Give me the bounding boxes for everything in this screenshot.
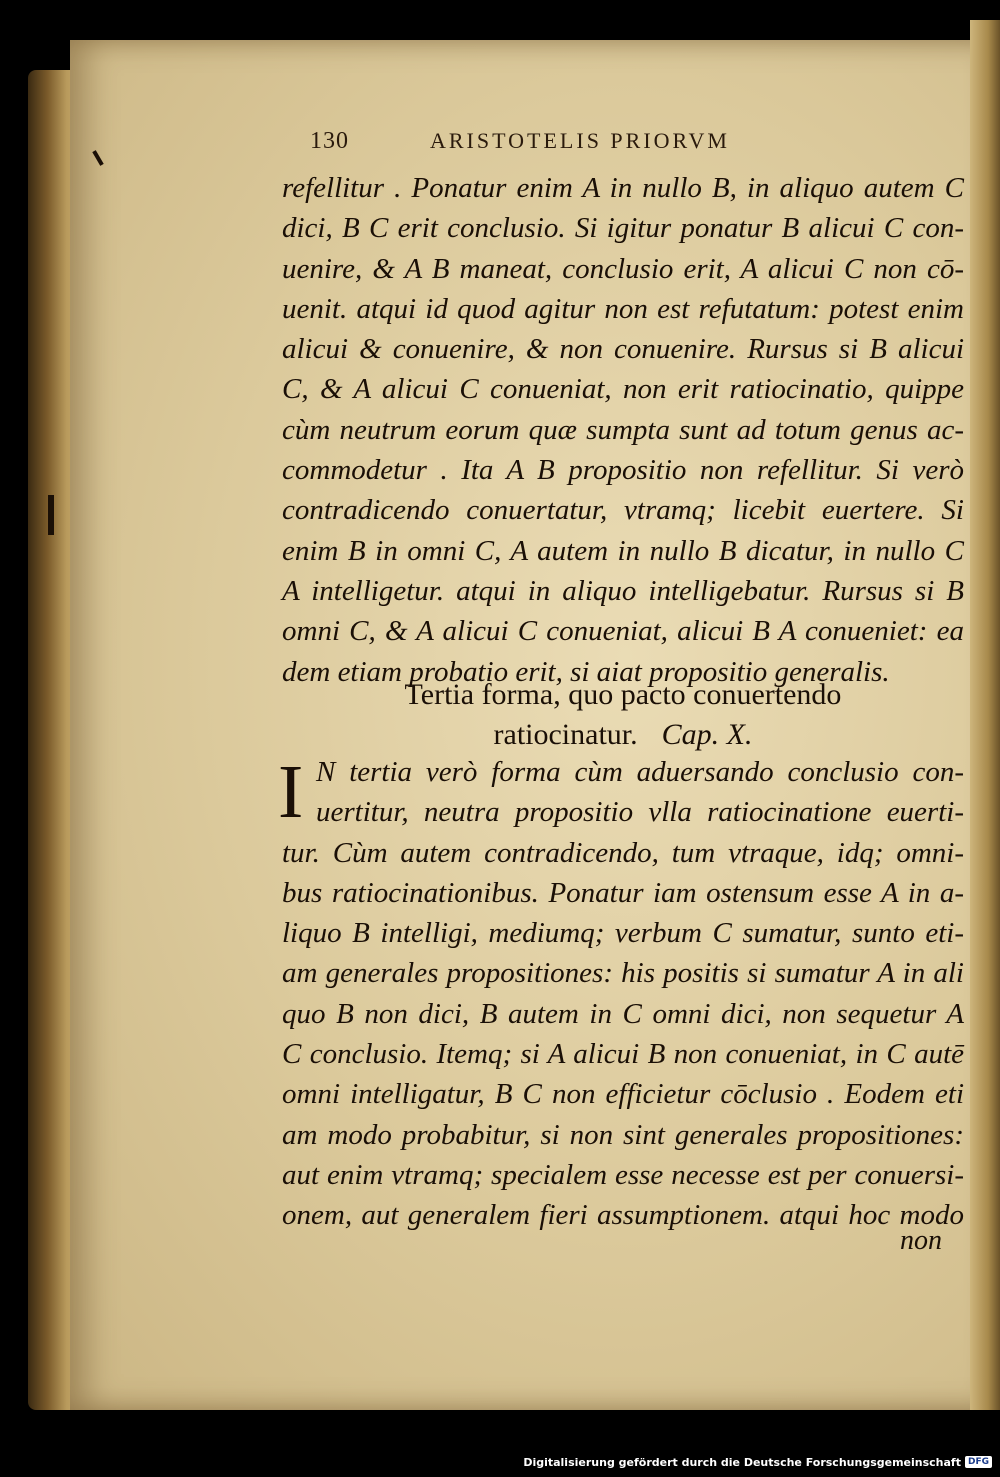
catchword: non bbox=[900, 1225, 942, 1256]
text-line: bus ratiocinationibus. Ponatur iam ostensum esse A in a- bbox=[282, 876, 964, 909]
page-number: 130 bbox=[310, 128, 349, 154]
text-line: uenit. atqui id quod agitur non est refutatum: potest enim bbox=[282, 292, 964, 325]
text-line: tur. Cùm autem contradicendo, tum vtraque, idq; omni- bbox=[282, 836, 964, 869]
text-line: onem, aut generalem fieri assumptionem. atqui hoc modo bbox=[282, 1199, 964, 1232]
text-line: cùm neutrum eorum quæ sumpta sunt ad totum genus ac- bbox=[282, 413, 964, 446]
text-line: C, & A alicui C conueniat, non erit ratiocinatio, quippe bbox=[282, 373, 964, 406]
text-line: N tertia verò forma cùm aduersando conclusio con- bbox=[316, 756, 964, 788]
text-line: alicui & conuenire, & non conuenire. Rursus si B alicui bbox=[282, 333, 964, 366]
chapter-heading bbox=[282, 675, 964, 755]
running-title: ARISTOTELIS PRIORVM bbox=[430, 128, 730, 153]
text-line: am modo probabitur, si non sint generales propositiones: bbox=[282, 1118, 964, 1151]
drop-cap: I bbox=[278, 750, 304, 834]
text-line: refellitur . Ponatur enim A in nullo B, in aliquo autem C bbox=[282, 172, 964, 204]
body-text bbox=[282, 168, 964, 692]
text-line: contradicendo conuertatur, vtramq; licebit euertere. Si bbox=[282, 494, 964, 527]
text-line: dici, B C erit conclusio. Si igitur ponatur B alicui C con- bbox=[282, 212, 964, 245]
text-line: omni C, & A alicui C conueniat, alicui B A conueniet: ea bbox=[282, 615, 964, 648]
dfg-logo-icon: DFG bbox=[965, 1456, 992, 1468]
digitization-footer bbox=[523, 1453, 992, 1471]
heading-line-2 bbox=[282, 715, 964, 755]
chapter-text bbox=[278, 750, 964, 1236]
text-line: uenire, & A B maneat, conclusio erit, A alicui C non cō- bbox=[282, 252, 964, 285]
chapter-number: Cap. X. bbox=[661, 718, 753, 751]
text-line: C conclusio. Itemq; si A alicui B non conueniat, in C autē bbox=[282, 1038, 964, 1071]
text-line: quo B non dici, B autem in C omni dici, non sequetur A bbox=[282, 997, 964, 1030]
heading-line-2-text: ratiocinatur. bbox=[493, 718, 638, 751]
text-line: liquo B intelligi, mediumq; verbum C sumatur, sunto eti- bbox=[282, 917, 964, 950]
text-line: enim B in omni C, A autem in nullo B dicatur, in nullo C bbox=[282, 534, 964, 567]
footer-text: Digitalisierung gefördert durch die Deutsche Forschungsgemeinschaft bbox=[523, 1455, 961, 1469]
text-line: aut enim vtramq; specialem esse necesse est per conuersi- bbox=[282, 1158, 964, 1191]
text-line: uertitur, neutra propositio vlla ratiocinatione euerti- bbox=[316, 796, 964, 829]
text-line: dem etiam probatio erit, si aiat propositio generalis. bbox=[282, 655, 890, 688]
margin-mark bbox=[48, 495, 54, 535]
text-line: A intelligetur. atqui in aliquo intelligebatur. Rursus si B bbox=[282, 574, 964, 607]
text-line: commodetur . Ita A B propositio non refellitur. Si verò bbox=[282, 454, 964, 487]
running-header bbox=[310, 128, 830, 164]
page-edge bbox=[970, 20, 1000, 1410]
text-line: am generales propositiones: his positis si sumatur A in ali bbox=[282, 957, 964, 990]
text-line: omni intelligatur, B C non efficietur cōclusio . Eodem eti bbox=[282, 1078, 964, 1111]
heading-line-1: Tertia forma, quo pacto conuertendo bbox=[404, 678, 842, 711]
